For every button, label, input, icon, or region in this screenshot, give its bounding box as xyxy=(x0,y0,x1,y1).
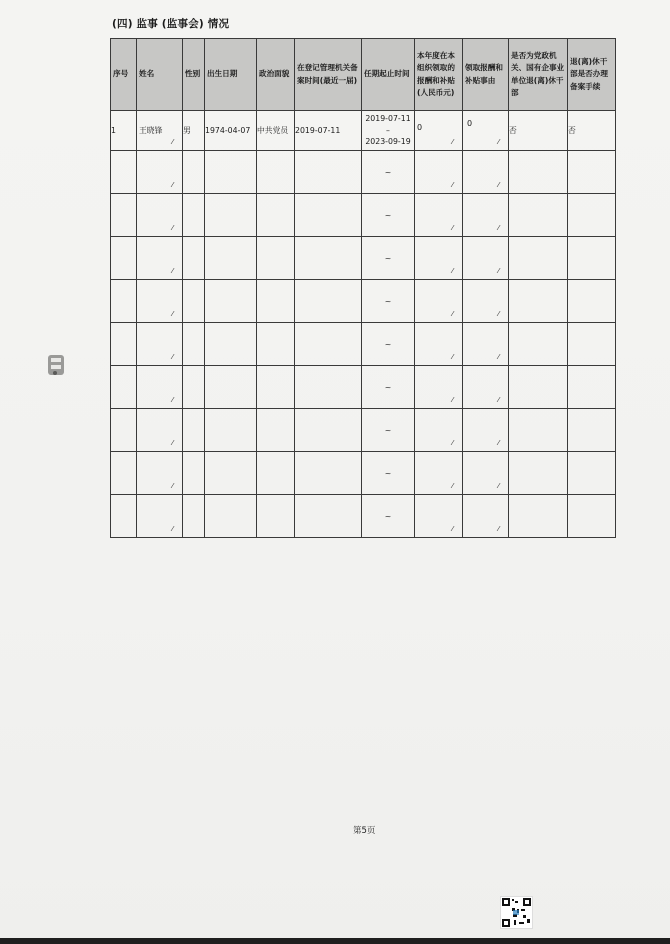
cell-reason[interactable] xyxy=(463,409,509,452)
cell-pay[interactable] xyxy=(415,194,463,237)
term-tilde: ~ xyxy=(384,296,392,306)
cell-pay[interactable] xyxy=(415,237,463,280)
binder-clip-icon xyxy=(46,352,68,378)
cell-name[interactable] xyxy=(137,323,183,366)
term-tilde: ~ xyxy=(384,425,392,435)
cell-politics xyxy=(257,366,295,409)
cell-retired xyxy=(509,151,568,194)
cell-procedure xyxy=(568,323,616,366)
cell-term xyxy=(362,495,415,538)
cell-name[interactable] xyxy=(137,111,183,151)
table-row xyxy=(111,194,616,237)
cell-filing xyxy=(295,151,362,194)
edit-mark-icon: ⁄ xyxy=(172,525,174,533)
edit-mark-icon: ⁄ xyxy=(498,224,500,232)
cell-pay[interactable] xyxy=(415,366,463,409)
table-row xyxy=(111,151,616,194)
edit-mark-icon: ⁄ xyxy=(498,482,500,490)
cell-reason[interactable] xyxy=(463,194,509,237)
cell-retired: 否 xyxy=(509,111,568,151)
cell-birth xyxy=(205,280,257,323)
edit-mark-icon: ⁄ xyxy=(498,439,500,447)
edit-mark-icon: ⁄ xyxy=(172,482,174,490)
cell-birth xyxy=(205,366,257,409)
edit-mark-icon: ⁄ xyxy=(452,267,454,275)
term-tilde: ~ xyxy=(384,511,392,521)
col-header-gender: 性别 xyxy=(183,39,205,111)
cell-name[interactable] xyxy=(137,495,183,538)
cell-term xyxy=(362,452,415,495)
cell-procedure xyxy=(568,280,616,323)
cell-gender xyxy=(183,366,205,409)
cell-politics xyxy=(257,280,295,323)
col-header-birth: 出生日期 xyxy=(205,39,257,111)
table-row xyxy=(111,237,616,280)
col-header-filing: 在登记管理机关备案时间(最近一届) xyxy=(295,39,362,111)
cell-seq xyxy=(111,237,137,280)
edit-mark-icon: ⁄ xyxy=(452,224,454,232)
cell-term xyxy=(362,151,415,194)
cell-seq xyxy=(111,495,137,538)
scan-bottom-edge xyxy=(0,938,670,944)
cell-reason[interactable] xyxy=(463,237,509,280)
col-header-procedure: 退(离)休干部是否办理备案手续 xyxy=(568,39,616,111)
term-tilde: ~ xyxy=(384,468,392,478)
cell-reason[interactable] xyxy=(463,111,509,151)
cell-reason[interactable] xyxy=(463,323,509,366)
term-tilde: ~ xyxy=(384,253,392,263)
cell-politics xyxy=(257,409,295,452)
cell-gender xyxy=(183,151,205,194)
cell-filing xyxy=(295,280,362,323)
cell-procedure xyxy=(568,237,616,280)
cell-birth xyxy=(205,409,257,452)
cell-filing: 2019-07-11 xyxy=(295,111,362,151)
edit-mark-icon: ⁄ xyxy=(172,224,174,232)
cell-birth xyxy=(205,495,257,538)
cell-filing xyxy=(295,194,362,237)
edit-mark-icon: ⁄ xyxy=(498,525,500,533)
cell-birth: 1974-04-07 xyxy=(205,111,257,151)
cell-gender xyxy=(183,237,205,280)
cell-pay[interactable] xyxy=(415,495,463,538)
cell-term xyxy=(362,111,415,151)
edit-mark-icon: ⁄ xyxy=(172,353,174,361)
section-title: (四) 监事 (监事会) 情况 xyxy=(112,18,230,30)
cell-pay[interactable] xyxy=(415,280,463,323)
edit-mark-icon: ⁄ xyxy=(172,310,174,318)
edit-mark-icon: ⁄ xyxy=(452,138,454,146)
cell-procedure xyxy=(568,495,616,538)
cell-retired xyxy=(509,323,568,366)
edit-mark-icon: ⁄ xyxy=(172,439,174,447)
cell-retired xyxy=(509,409,568,452)
edit-mark-icon: ⁄ xyxy=(452,353,454,361)
term-tilde: ~ xyxy=(384,382,392,392)
cell-politics xyxy=(257,495,295,538)
cell-name[interactable] xyxy=(137,366,183,409)
table-row xyxy=(111,409,616,452)
cell-filing xyxy=(295,495,362,538)
cell-name[interactable] xyxy=(137,280,183,323)
cell-term xyxy=(362,366,415,409)
cell-gender xyxy=(183,452,205,495)
cell-term xyxy=(362,280,415,323)
edit-mark-icon: ⁄ xyxy=(452,396,454,404)
cell-birth xyxy=(205,151,257,194)
cell-filing xyxy=(295,323,362,366)
cell-gender xyxy=(183,409,205,452)
col-header-pay: 本年度在本组织领取的报酬和补贴(人民币元) xyxy=(415,39,463,111)
edit-mark-icon: ⁄ xyxy=(452,525,454,533)
cell-gender: 男 xyxy=(183,111,205,151)
cell-seq xyxy=(111,151,137,194)
supervisor-table xyxy=(110,38,616,538)
cell-name-text: 王晓锋 xyxy=(139,126,163,135)
cell-pay-text: 0 xyxy=(417,123,423,132)
cell-filing xyxy=(295,409,362,452)
edit-mark-icon: ⁄ xyxy=(172,396,174,404)
cell-name[interactable] xyxy=(137,151,183,194)
cell-reason[interactable] xyxy=(463,366,509,409)
term-tilde: ~ xyxy=(384,167,392,177)
cell-gender xyxy=(183,495,205,538)
col-header-reason: 领取报酬和补贴事由 xyxy=(463,39,509,111)
edit-mark-icon: ⁄ xyxy=(498,353,500,361)
cell-seq xyxy=(111,452,137,495)
col-header-retired: 是否为党政机关、国有企事业单位退(离)休干部 xyxy=(509,39,568,111)
cell-name[interactable] xyxy=(137,452,183,495)
edit-mark-icon: ⁄ xyxy=(172,181,174,189)
cell-seq xyxy=(111,409,137,452)
term-start: 2019-07-11 xyxy=(365,113,411,123)
cell-retired xyxy=(509,366,568,409)
cell-gender xyxy=(183,194,205,237)
cell-pay[interactable] xyxy=(415,409,463,452)
cell-seq xyxy=(111,194,137,237)
col-header-name: 姓名 xyxy=(137,39,183,111)
edit-mark-icon: ⁄ xyxy=(498,310,500,318)
edit-mark-icon: ⁄ xyxy=(452,181,454,189)
cell-name[interactable] xyxy=(137,237,183,280)
col-header-seq: 序号 xyxy=(111,39,137,111)
cell-retired xyxy=(509,452,568,495)
cell-birth xyxy=(205,237,257,280)
cell-term xyxy=(362,323,415,366)
edit-mark-icon: ⁄ xyxy=(498,181,500,189)
col-header-term: 任期起止时间 xyxy=(362,39,415,111)
cell-procedure: 否 xyxy=(568,111,616,151)
term-tilde: ~ xyxy=(384,339,392,349)
edit-mark-icon: ⁄ xyxy=(172,138,174,146)
edit-mark-icon: ⁄ xyxy=(498,396,500,404)
cell-gender xyxy=(183,280,205,323)
cell-procedure xyxy=(568,151,616,194)
table-row xyxy=(111,366,616,409)
cell-birth xyxy=(205,194,257,237)
edit-mark-icon: ⁄ xyxy=(452,439,454,447)
cell-politics xyxy=(257,194,295,237)
cell-seq: 1 xyxy=(111,111,137,151)
cell-filing xyxy=(295,237,362,280)
cell-reason[interactable] xyxy=(463,151,509,194)
cell-filing xyxy=(295,452,362,495)
cell-retired xyxy=(509,237,568,280)
blank-rows-group xyxy=(111,151,616,538)
edit-mark-icon: ⁄ xyxy=(452,482,454,490)
cell-gender xyxy=(183,323,205,366)
cell-politics xyxy=(257,237,295,280)
table-row xyxy=(111,280,616,323)
cell-seq xyxy=(111,366,137,409)
cell-reason-text: 0 xyxy=(467,119,473,128)
edit-mark-icon: ⁄ xyxy=(498,138,500,146)
cell-term xyxy=(362,237,415,280)
cell-birth xyxy=(205,323,257,366)
cell-reason[interactable] xyxy=(463,452,509,495)
cell-politics xyxy=(257,323,295,366)
cell-politics: 中共党员 xyxy=(257,111,295,151)
cell-pay[interactable] xyxy=(415,151,463,194)
cell-pay[interactable] xyxy=(415,323,463,366)
term-tilde: ~ xyxy=(384,210,392,220)
cell-politics xyxy=(257,452,295,495)
cell-pay[interactable] xyxy=(415,111,463,151)
cell-reason[interactable] xyxy=(463,495,509,538)
table-header-row xyxy=(111,39,616,111)
cell-procedure xyxy=(568,409,616,452)
cell-retired xyxy=(509,194,568,237)
col-header-politics: 政治面貌 xyxy=(257,39,295,111)
cell-retired xyxy=(509,280,568,323)
cell-procedure xyxy=(568,452,616,495)
table-row xyxy=(111,452,616,495)
table-row xyxy=(111,323,616,366)
cell-seq xyxy=(111,323,137,366)
cell-name[interactable] xyxy=(137,194,183,237)
cell-filing xyxy=(295,366,362,409)
table-row xyxy=(111,495,616,538)
cell-birth xyxy=(205,452,257,495)
cell-procedure xyxy=(568,366,616,409)
qr-code-icon xyxy=(500,896,533,929)
edit-mark-icon: ⁄ xyxy=(498,267,500,275)
cell-name[interactable] xyxy=(137,409,183,452)
cell-procedure xyxy=(568,194,616,237)
page-number: 第5页 xyxy=(353,826,376,836)
edit-mark-icon: ⁄ xyxy=(452,310,454,318)
cell-term xyxy=(362,194,415,237)
edit-mark-icon: ⁄ xyxy=(172,267,174,275)
cell-term xyxy=(362,409,415,452)
term-end: 2023-09-19 xyxy=(365,137,411,147)
cell-retired xyxy=(509,495,568,538)
cell-pay[interactable] xyxy=(415,452,463,495)
cell-seq xyxy=(111,280,137,323)
cell-reason[interactable] xyxy=(463,280,509,323)
term-separator: – xyxy=(386,125,390,135)
cell-politics xyxy=(257,151,295,194)
table-row xyxy=(111,111,616,151)
